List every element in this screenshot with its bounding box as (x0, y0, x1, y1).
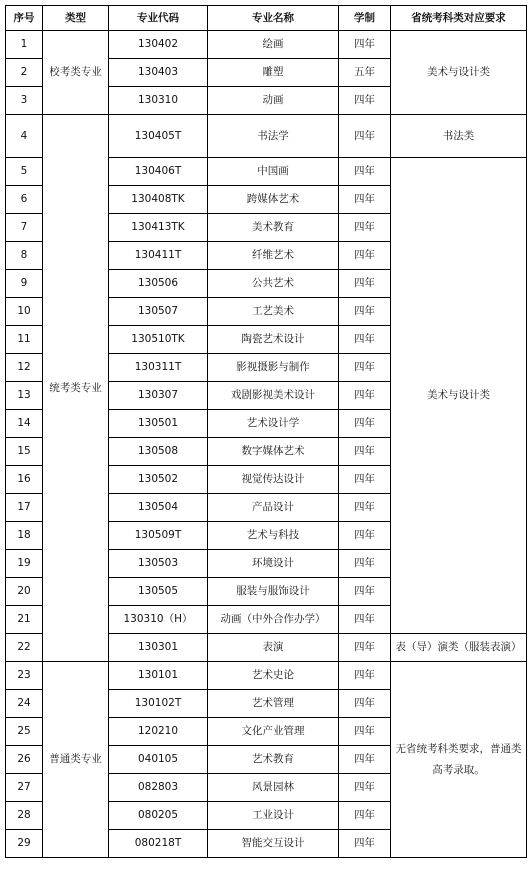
row-no: 28 (6, 802, 43, 830)
row-name: 动画 (208, 87, 339, 115)
row-no: 19 (6, 550, 43, 578)
type-cell-unified: 统考类专业 (43, 115, 109, 662)
row-name: 跨媒体艺术 (208, 186, 339, 214)
row-no: 27 (6, 774, 43, 802)
row-no: 20 (6, 578, 43, 606)
row-years: 四年 (339, 718, 391, 746)
row-years: 五年 (339, 59, 391, 87)
row-no: 15 (6, 438, 43, 466)
row-name: 中国画 (208, 158, 339, 186)
row-no: 4 (6, 115, 43, 158)
header-type: 类型 (43, 6, 109, 31)
row-name: 书法学 (208, 115, 339, 158)
row-years: 四年 (339, 354, 391, 382)
row-code: 130310（H） (109, 606, 208, 634)
requirement-none (391, 662, 527, 858)
header-requirement: 省统考科类对应要求 (391, 6, 527, 31)
row-no: 6 (6, 186, 43, 214)
row-years: 四年 (339, 31, 391, 59)
row-no: 1 (6, 31, 43, 59)
row-years: 四年 (339, 214, 391, 242)
row-code: 082803 (109, 774, 208, 802)
row-code: 130405T (109, 115, 208, 158)
row-no: 8 (6, 242, 43, 270)
row-code: 130310 (109, 87, 208, 115)
header-name: 专业名称 (208, 6, 339, 31)
row-years: 四年 (339, 158, 391, 186)
table-row (6, 662, 527, 690)
row-name: 陶瓷艺术设计 (208, 326, 339, 354)
row-years: 四年 (339, 830, 391, 858)
row-years: 四年 (339, 186, 391, 214)
row-name: 服装与服饰设计 (208, 578, 339, 606)
row-name: 影视摄影与制作 (208, 354, 339, 382)
row-years: 四年 (339, 690, 391, 718)
row-code: 130508 (109, 438, 208, 466)
row-code: 130402 (109, 31, 208, 59)
row-no: 3 (6, 87, 43, 115)
row-years: 四年 (339, 494, 391, 522)
row-years: 四年 (339, 774, 391, 802)
row-name: 艺术与科技 (208, 522, 339, 550)
row-code: 130403 (109, 59, 208, 87)
row-name: 雕塑 (208, 59, 339, 87)
row-name: 公共艺术 (208, 270, 339, 298)
row-code: 130101 (109, 662, 208, 690)
row-no: 2 (6, 59, 43, 87)
row-code: 130501 (109, 410, 208, 438)
requirement-calligraphy: 书法类 (391, 115, 527, 158)
row-name: 绘画 (208, 31, 339, 59)
row-years: 四年 (339, 326, 391, 354)
row-code: 080218T (109, 830, 208, 858)
row-years: 四年 (339, 115, 391, 158)
requirement-art-design: 美术与设计类 (391, 158, 527, 634)
row-code: 120210 (109, 718, 208, 746)
row-name: 艺术史论 (208, 662, 339, 690)
row-name: 产品设计 (208, 494, 339, 522)
row-name: 智能交互设计 (208, 830, 339, 858)
row-name: 艺术教育 (208, 746, 339, 774)
row-no: 5 (6, 158, 43, 186)
row-code: 080205 (109, 802, 208, 830)
row-code: 130507 (109, 298, 208, 326)
requirement-performance: 表（导）演类（服装表演） (391, 634, 527, 662)
row-code: 130506 (109, 270, 208, 298)
row-name: 数字媒体艺术 (208, 438, 339, 466)
header-code: 专业代码 (109, 6, 208, 31)
row-years: 四年 (339, 578, 391, 606)
row-no: 22 (6, 634, 43, 662)
row-no: 14 (6, 410, 43, 438)
row-code: 130102T (109, 690, 208, 718)
row-years: 四年 (339, 550, 391, 578)
requirement-none-line2: 高考录取。 (432, 763, 485, 776)
row-no: 13 (6, 382, 43, 410)
row-no: 7 (6, 214, 43, 242)
table-row (6, 31, 527, 59)
row-code: 130301 (109, 634, 208, 662)
row-name: 文化产业管理 (208, 718, 339, 746)
row-no: 29 (6, 830, 43, 858)
row-code: 130504 (109, 494, 208, 522)
row-name: 视觉传达设计 (208, 466, 339, 494)
row-code: 130406T (109, 158, 208, 186)
row-name: 艺术管理 (208, 690, 339, 718)
row-years: 四年 (339, 298, 391, 326)
row-years: 四年 (339, 87, 391, 115)
row-years: 四年 (339, 606, 391, 634)
row-years: 四年 (339, 802, 391, 830)
requirement-art-design: 美术与设计类 (391, 31, 527, 115)
row-no: 23 (6, 662, 43, 690)
row-code: 130307 (109, 382, 208, 410)
row-no: 9 (6, 270, 43, 298)
row-no: 24 (6, 690, 43, 718)
row-no: 11 (6, 326, 43, 354)
row-name: 工艺美术 (208, 298, 339, 326)
row-no: 10 (6, 298, 43, 326)
row-years: 四年 (339, 242, 391, 270)
row-name: 戏剧影视美术设计 (208, 382, 339, 410)
row-years: 四年 (339, 466, 391, 494)
row-code: 130505 (109, 578, 208, 606)
row-no: 26 (6, 746, 43, 774)
row-code: 040105 (109, 746, 208, 774)
type-cell-school: 校考类专业 (43, 31, 109, 115)
row-code: 130408TK (109, 186, 208, 214)
row-years: 四年 (339, 662, 391, 690)
majors-table (5, 5, 527, 858)
row-years: 四年 (339, 382, 391, 410)
row-no: 21 (6, 606, 43, 634)
header-no: 序号 (6, 6, 43, 31)
row-code: 130311T (109, 354, 208, 382)
row-name: 艺术设计学 (208, 410, 339, 438)
row-no: 17 (6, 494, 43, 522)
type-cell-general: 普通类专业 (43, 662, 109, 858)
row-code: 130509T (109, 522, 208, 550)
requirement-none-line1: 无省统考科类要求，普通类 (395, 742, 522, 755)
row-code: 130502 (109, 466, 208, 494)
row-code: 130411T (109, 242, 208, 270)
row-years: 四年 (339, 438, 391, 466)
row-no: 16 (6, 466, 43, 494)
row-name: 风景园林 (208, 774, 339, 802)
row-no: 12 (6, 354, 43, 382)
row-no: 25 (6, 718, 43, 746)
row-years: 四年 (339, 270, 391, 298)
table-row (6, 115, 527, 158)
row-code: 130510TK (109, 326, 208, 354)
row-years: 四年 (339, 410, 391, 438)
row-no: 18 (6, 522, 43, 550)
header-years: 学制 (339, 6, 391, 31)
header-row (6, 6, 527, 31)
row-name: 工业设计 (208, 802, 339, 830)
row-years: 四年 (339, 634, 391, 662)
row-code: 130503 (109, 550, 208, 578)
row-name: 表演 (208, 634, 339, 662)
row-name: 动画（中外合作办学） (208, 606, 339, 634)
row-years: 四年 (339, 522, 391, 550)
row-code: 130413TK (109, 214, 208, 242)
row-years: 四年 (339, 746, 391, 774)
row-name: 美术教育 (208, 214, 339, 242)
row-name: 环境设计 (208, 550, 339, 578)
row-name: 纤维艺术 (208, 242, 339, 270)
